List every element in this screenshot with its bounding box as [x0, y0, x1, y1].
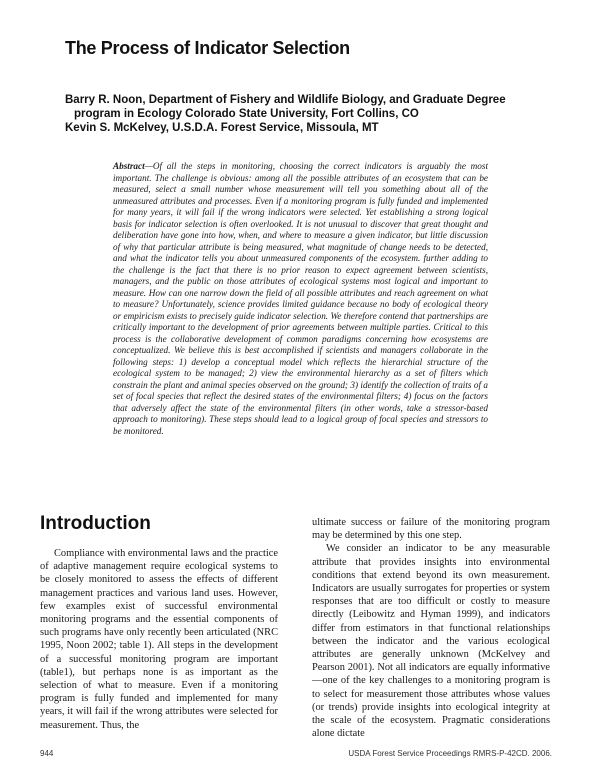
column-right	[312, 516, 550, 740]
intro-paragraph-2: We consider an indicator to be any measurable attribute that provides insights into environmental conditions that extend beyond its own measurement. Indicators are usually surrogates for properties or system responses that are too difficult or costly to measure directly (Leibowitz and Hyman 1999), and indicators differ from estimators in that functional relationships between the indicator and the various ecological attributes are generally unknown (McKelvey and Pearson 2001). Not all indicators are equally informative—one of the key challenges to a monitoring program is to select for measurement those attributes whose values (or trends) provide insights into ecological integrity at the scale of the ecosystem. Pragmatic considerations alone dictate	[312, 543, 550, 740]
author-2: Kevin S. McKelvey, U.S.D.A. Forest Service, Missoula, MT	[65, 122, 379, 134]
column-left	[40, 547, 278, 732]
author-1: Barry R. Noon, Department of Fishery and Wildlife Biology, and Graduate Degree program in Ecology Colorado State University, Fort Collins, CO	[65, 94, 506, 120]
intro-paragraph-1: Compliance with environmental laws and the practice of adaptive management require ecological systems to be closely monitored to assess the effects of different management practices and various land uses. However, few examples exist of successful environmental monitoring programs and the essential components of such programs have only recently been articulated (NRC 1995, Noon 2002; table 1). All steps in the development of a successful monitoring program are important (table1), but perhaps none is as important as the selection of what to measure. Even if a monitoring program is fully funded and implemented for many years, it will fail if the wrong attributes were selected for measurement. Thus, the	[40, 548, 278, 731]
abstract	[113, 161, 488, 437]
section-heading-introduction: Introduction	[40, 513, 151, 534]
page-number: 944	[40, 749, 54, 758]
author-block	[65, 93, 555, 135]
footer-source: USDA Forest Service Proceedings RMRS-P-42CD. 2006.	[348, 749, 552, 758]
intro-paragraph-1-continued: ultimate success or failure of the monitoring program may be determined by this one step.	[312, 517, 550, 542]
paper-title: The Process of Indicator Selection	[65, 38, 350, 58]
abstract-label: Abstract	[113, 161, 145, 171]
abstract-text: —Of all the steps in monitoring, choosing the correct indicators is arguably the most important. The challenge is obvious: among all the possible attributes of an ecosystem that can be measured, select a small number whose measurement will tell you something about all of the unmeasured attributes and processes. Even if a monitoring program is fully funded and implemented for many years, it will fail if the wrong indicators were selected. Yet establishing a strong logical basis for indicator selection is often overlooked. It is not unusual to discover that great thought and deliberation have gone into how, when, and where to measure a given indicator, but little discussion of why that particular attribute is being measured, what magnitude of change needs to be detected, and what the indicator tells you about unmeasured components of the ecosystem. further adding to the challenge is the fact that there is no prior reason to expect agreement between scientists, managers, and the public on those attributes of ecological systems most logical and important to measure. How can one narrow down the field of all possible attributes and reach agreement on what to measure? Unfortunately, science provides limited guidance because no body of ecological theory or empiricism exists to precisely guide indicator selection. We therefore contend that partnerships are critically important to the development of prior agreements between multiple parties. Critical to this process is the collaborative development of common paradigms concerning how ecosystems are conceptualized. We believe this is best accomplished if scientists and managers collaborate in the following steps: 1) develop a conceptual model which reflects the hierarchial structure of the ecological system to be managed; 2) view the environmental hierarchy as a set of filters which constrain the plant and animal species observed on the ground; 3) identify the collection of traits of a set of focal species that reflect the desired states of the environmental filters; 4) focus on the factors that adversely affect the state of the environmental filters (in other words, take a stressor-based approach to monitoring). These steps should lead to a logical group of focal species and stressors to be monitored.	[113, 161, 488, 436]
